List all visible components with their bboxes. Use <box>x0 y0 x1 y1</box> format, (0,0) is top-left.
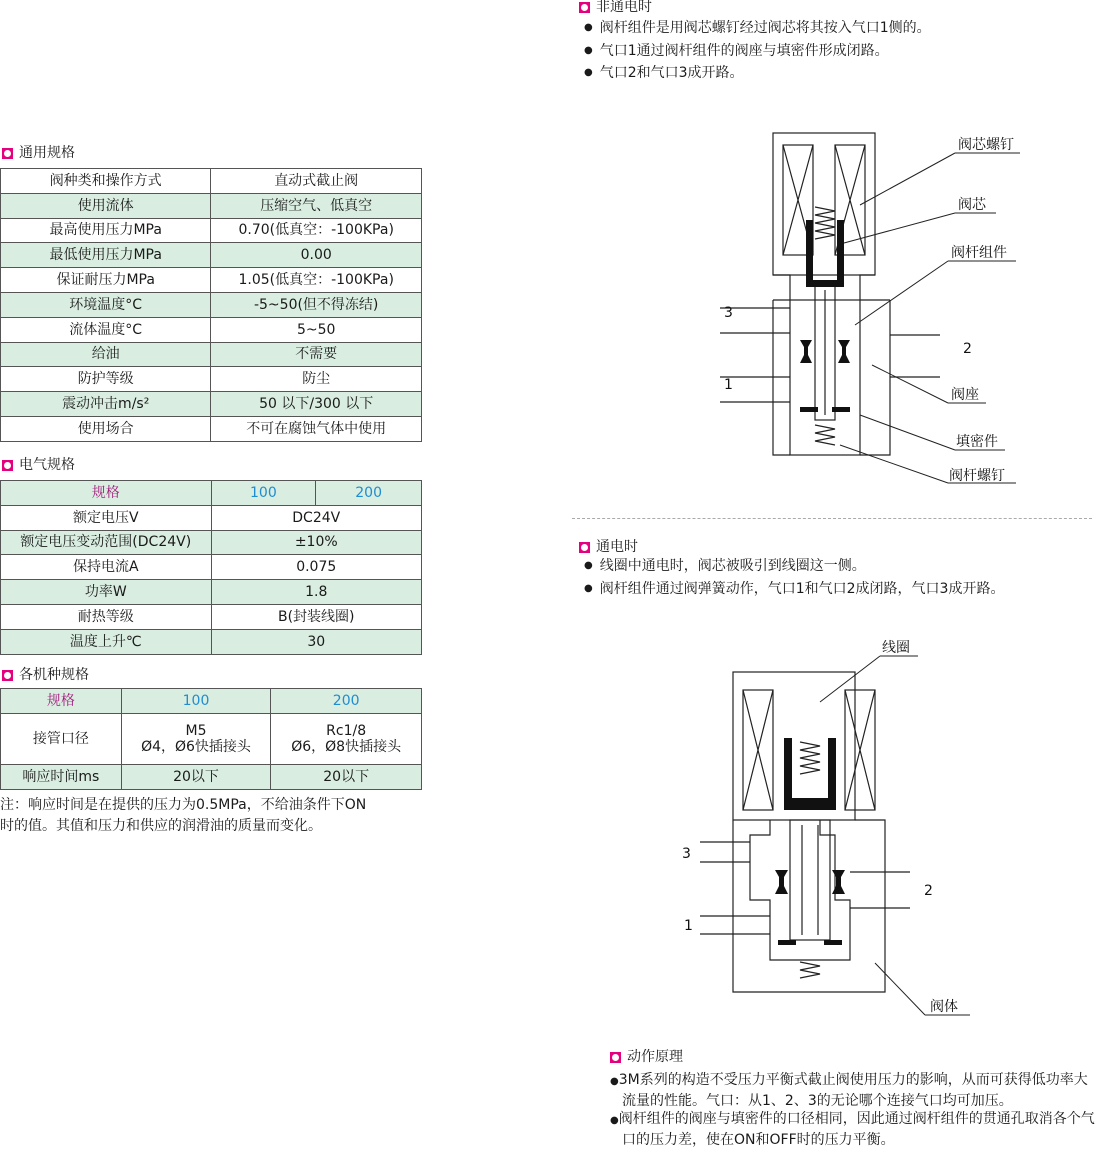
table-cell: M5 Ø4，Ø6快插接头 <box>121 713 271 764</box>
list-item: ● 阀杆组件是用阀芯螺钉经过阀芯将其按入气口1侧的。 <box>584 18 931 41</box>
table-cell: 1.05(低真空：-100KPa) <box>211 268 422 293</box>
table-cell: 5~50 <box>211 317 422 342</box>
table-cell: 使用流体 <box>1 193 211 218</box>
label-valve-body: 阀体 <box>930 999 958 1015</box>
table-row <box>1 629 422 654</box>
label-packing: 填密件 <box>956 434 998 450</box>
divider <box>572 518 1092 519</box>
port-3-label: 3 <box>682 846 691 862</box>
section-marker-icon <box>2 148 13 159</box>
table-cell: 规格 <box>1 689 122 714</box>
table-cell: 接管口径 <box>1 713 122 764</box>
general-spec-heading: 通用规格 <box>2 144 75 162</box>
port-3-label: 3 <box>724 305 733 321</box>
section-marker-icon <box>2 460 13 471</box>
table-cell: 不需要 <box>211 342 422 367</box>
table-cell: 0.70(低真空：-100KPa) <box>211 218 422 243</box>
label-stem-screw: 阀杆螺钉 <box>949 468 1005 484</box>
table-cell: -5~50(但不得冻结) <box>211 292 422 317</box>
list-item: ● 气口2和气口3成开路。 <box>584 63 931 86</box>
table-cell: 给油 <box>1 342 211 367</box>
electrical-spec-heading: 电气规格 <box>2 456 75 474</box>
list-item: ● 线圈中通电时，阀芯被吸引到线圈这一侧。 <box>584 556 1004 579</box>
principle-list <box>610 1071 1100 1149</box>
table-cell: 额定电压V <box>1 505 212 530</box>
port-2-label: 2 <box>963 341 972 357</box>
table-row <box>1 317 422 342</box>
port-1-label: 1 <box>684 918 693 934</box>
port-1-label: 1 <box>724 377 733 393</box>
table-row <box>1 218 422 243</box>
table-cell: 200 <box>316 481 422 506</box>
table-cell: 流体温度°C <box>1 317 211 342</box>
list-item: ● 气口1通过阀杆组件的阀座与填密件形成闭路。 <box>584 41 931 64</box>
table-row <box>1 367 422 392</box>
table-row <box>1 604 422 629</box>
table-cell: 0.075 <box>211 555 422 580</box>
table-row <box>1 342 422 367</box>
table-row <box>1 555 422 580</box>
table-cell: 使用场合 <box>1 416 211 441</box>
table-header-row <box>1 481 422 506</box>
table-cell: 100 <box>211 481 316 506</box>
principle-heading: 动作原理 <box>610 1048 683 1066</box>
electrical-spec-table <box>0 480 422 655</box>
table-row <box>1 505 422 530</box>
table-row <box>1 169 422 194</box>
table-cell: DC24V <box>211 505 422 530</box>
table-cell: ±10% <box>211 530 422 555</box>
table-cell: 环境温度°C <box>1 292 211 317</box>
table-cell: 20以下 <box>121 764 271 789</box>
label-coil: 线圈 <box>882 640 910 656</box>
list-item: ● 阀杆组件的阀座与填密件的口径相同，因此通过阀杆组件的贯通孔取消各个气口的压力差，使在ON和OFF时的压力平衡。 <box>610 1110 1100 1149</box>
label-stem-assembly: 阀杆组件 <box>951 245 1007 261</box>
table-cell: 200 <box>271 689 422 714</box>
on-state-diagram <box>670 630 990 1020</box>
table-cell: 保证耐压力MPa <box>1 268 211 293</box>
table-cell: 50 以下/300 以下 <box>211 392 422 417</box>
label-valve-seat: 阀座 <box>951 387 979 403</box>
on-state-bullets <box>584 556 1004 601</box>
table-cell: 震动冲击m/s² <box>1 392 211 417</box>
table-cell: 100 <box>121 689 271 714</box>
table-row <box>1 764 422 789</box>
table-row <box>1 193 422 218</box>
table-cell: 功率W <box>1 580 212 605</box>
table-row <box>1 243 422 268</box>
off-state-bullets <box>584 18 931 86</box>
table-row <box>1 292 422 317</box>
table-row <box>1 392 422 417</box>
port-2-label: 2 <box>924 883 933 899</box>
label-core-screw: 阀芯螺钉 <box>958 137 1014 153</box>
table-cell: 压缩空气、低真空 <box>211 193 422 218</box>
on-state-heading: 通电时 <box>579 538 638 556</box>
table-cell: 最低使用压力MPa <box>1 243 211 268</box>
section-marker-icon <box>2 670 13 681</box>
table-cell: 防护等级 <box>1 367 211 392</box>
table-row <box>1 416 422 441</box>
footnote: 注：响应时间是在提供的压力为0.5MPa，不给油条件下ON 时的值。其值和压力和供应的润滑油的质量而变化。 <box>0 797 367 834</box>
table-row <box>1 530 422 555</box>
label-core: 阀芯 <box>958 197 986 213</box>
list-item: ● 阀杆组件通过阀弹簧动作，气口1和气口2成闭路，气口3成开路。 <box>584 579 1004 602</box>
table-row <box>1 268 422 293</box>
table-row <box>1 580 422 605</box>
table-cell: 0.00 <box>211 243 422 268</box>
table-cell: 1.8 <box>211 580 422 605</box>
model-spec-heading: 各机种规格 <box>2 666 89 684</box>
table-cell: 保持电流A <box>1 555 212 580</box>
table-cell: 响应时间ms <box>1 764 122 789</box>
table-cell: B(封装线圈) <box>211 604 422 629</box>
section-marker-icon <box>579 2 590 13</box>
table-row <box>1 713 422 764</box>
table-cell: 温度上升℃ <box>1 629 212 654</box>
table-cell: 最高使用压力MPa <box>1 218 211 243</box>
table-cell: 直动式截止阀 <box>211 169 422 194</box>
section-marker-icon <box>610 1052 621 1063</box>
general-spec-table <box>0 168 422 442</box>
list-item: ● 3M系列的构造不受压力平衡式截止阀使用压力的影响，从而可获得低功率大流量的性能。气口：从1、2、3的无论哪个连接气口均可加压。 <box>610 1071 1100 1110</box>
table-cell: 额定电压变动范围(DC24V) <box>1 530 212 555</box>
table-cell: 20以下 <box>271 764 422 789</box>
table-cell: 不可在腐蚀气体中使用 <box>211 416 422 441</box>
table-header-row <box>1 689 422 714</box>
off-state-diagram <box>700 125 1040 495</box>
section-marker-icon <box>579 542 590 553</box>
table-cell: 防尘 <box>211 367 422 392</box>
off-state-heading: 非通电时 <box>579 0 652 16</box>
table-cell: Rc1/8 Ø6，Ø8快插接头 <box>271 713 422 764</box>
table-cell: 耐热等级 <box>1 604 212 629</box>
model-spec-table <box>0 688 422 790</box>
table-cell: 规格 <box>1 481 212 506</box>
table-cell: 30 <box>211 629 422 654</box>
table-cell: 阀种类和操作方式 <box>1 169 211 194</box>
